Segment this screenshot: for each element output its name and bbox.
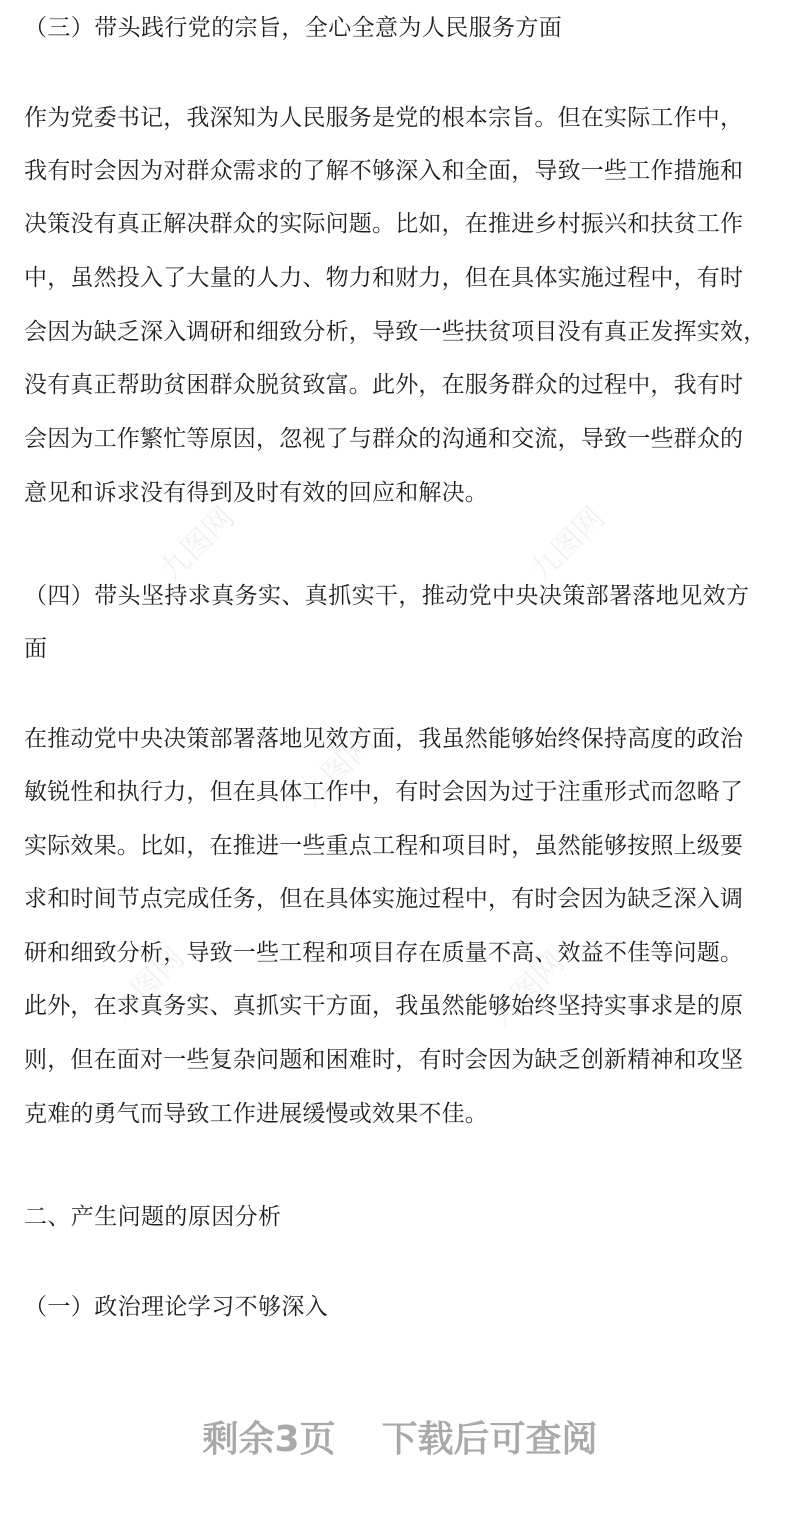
remaining-pages-label: 剩余3页: [202, 1419, 336, 1460]
section-2-heading: 二、产生问题的原因分析: [24, 1204, 282, 1230]
download-banner[interactable]: [0, 1415, 800, 1465]
paragraph-line: 作为党委书记，我深知为人民服务是党的根本宗旨。但在实际工作中，: [24, 105, 744, 131]
paragraph-line: 克难的勇气而导致工作进展缓慢或效果不佳。: [24, 1101, 488, 1127]
paragraph-line: 则，但在面对一些复杂问题和困难时，有时会因为缺乏创新精神和攻坚: [24, 1047, 744, 1073]
paragraph-line: 没有真正帮助贫困群众脱贫致富。此外，在服务群众的过程中，我有时: [24, 372, 744, 398]
section-heading-3: （三）带头践行党的宗旨，全心全意为人民服务方面: [24, 15, 563, 41]
paragraph-line: 我有时会因为对群众需求的了解不够深入和全面，导致一些工作措施和: [24, 158, 744, 184]
paragraph-line: 会因为缺乏深入调研和细致分析，导致一些扶贫项目没有真正发挥实效，: [24, 319, 767, 345]
paragraph-line: 在推动党中央决策部署落地见效方面，我虽然能够始终保持高度的政治: [24, 726, 744, 752]
subsection-heading-1: （一）政治理论学习不够深入: [24, 1294, 329, 1320]
watermark: 九图网: [153, 500, 242, 589]
paragraph-line: 求和时间节点完成任务，但在具体实施过程中，有时会因为缺乏深入调: [24, 886, 744, 912]
paragraph-line: 决策没有真正解决群众的实际问题。比如，在推进乡村振兴和扶贫工作: [24, 211, 744, 237]
paragraph-line: 研和细致分析，导致一些工程和项目存在质量不高、效益不佳等问题。: [24, 940, 744, 966]
paragraph-line: 中，虽然投入了大量的人力、物力和财力，但在具体实施过程中，有时: [24, 265, 744, 291]
download-to-view-label: 下载后可查阅: [381, 1419, 598, 1460]
watermark: 九图网: [523, 500, 612, 589]
paragraph-line: 会因为工作繁忙等原因，忽视了与群众的沟通和交流，导致一些群众的: [24, 426, 744, 452]
section-heading-4: （四）带头坚持求真务实、真抓实干，推动党中央决策部署落地见效方: [24, 583, 750, 609]
paragraph-line: 敏锐性和执行力，但在具体工作中，有时会因为过于注重形式而忽略了: [24, 779, 744, 805]
watermark: 九图网: [103, 940, 192, 1029]
watermark: 九图网: [483, 945, 572, 1034]
paragraph-line: 意见和诉求没有得到及时有效的回应和解决。: [24, 480, 488, 506]
paragraph-line: 此外，在求真务实、真抓实干方面，我虽然能够始终坚持实事求是的原: [24, 993, 744, 1019]
section-heading-4-continued: 面: [24, 636, 48, 662]
watermark: 九图网: [293, 725, 382, 814]
paragraph-line: 实际效果。比如，在推进一些重点工程和项目时，虽然能够按照上级要: [24, 833, 744, 859]
